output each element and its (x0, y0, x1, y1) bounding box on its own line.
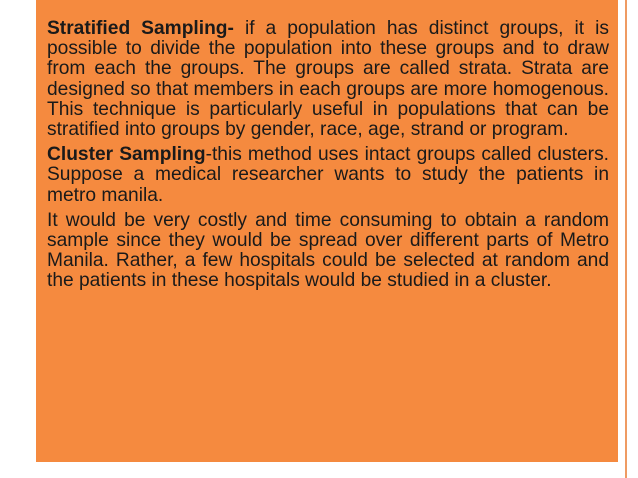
definition-cluster-sampling: -this method uses intact groups called clusters. Suppose a medical researcher wants to study the patients in metro manila. (47, 144, 609, 206)
cluster-example-text: It would be very costly and time consuming to obtain a random sample since they would be spread over different parts of Metro Manila. Rather, a few hospitals could be selected at random and the patients in these hospitals would be studied in a cluster. (47, 209, 609, 292)
right-decorative-rule (625, 0, 627, 478)
paragraph-cluster-sampling (47, 145, 609, 206)
term-stratified-sampling: Stratified Sampling- (47, 18, 234, 39)
paragraph-cluster-example (47, 211, 609, 292)
left-margin-band (0, 0, 36, 478)
definition-stratified-sampling: if a population has distinct groups, it is possible to divide the population into these groups and to draw from each the groups. The groups are called strata. Strata are designed so that members in each groups are more homogenous. This technique is particularly useful in populations that can be stratified into groups by gender, race, age, strand or program. (47, 18, 609, 141)
term-cluster-sampling: Cluster Sampling (47, 144, 206, 166)
paragraph-stratified-sampling (47, 19, 609, 140)
slide-body-text (47, 19, 609, 297)
